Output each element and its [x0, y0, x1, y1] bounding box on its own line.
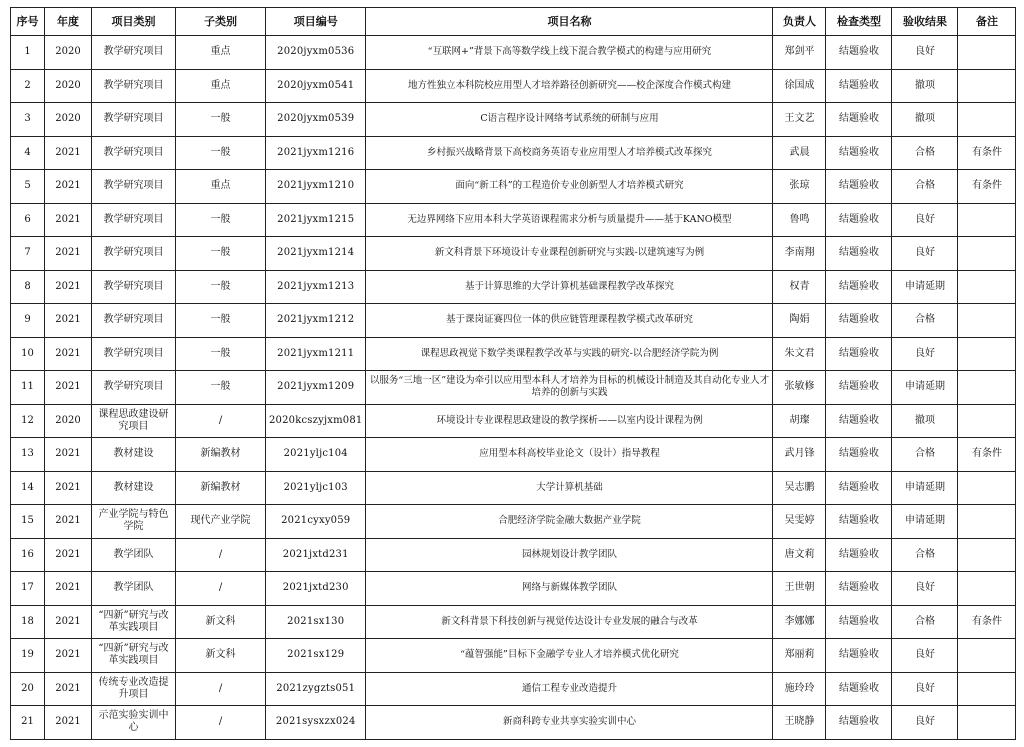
table-row [11, 170, 1016, 204]
cell-project-name: 合肥经济学院金融大数据产业学院 [366, 505, 773, 539]
cell-check-type: 结题验收 [826, 404, 892, 438]
cell-remark [958, 371, 1016, 405]
cell-subcategory: 重点 [176, 36, 266, 70]
cell-index: 10 [11, 337, 45, 371]
table-row [11, 371, 1016, 405]
cell-index: 3 [11, 103, 45, 137]
cell-category: 教学研究项目 [92, 103, 176, 137]
cell-subcategory: 重点 [176, 69, 266, 103]
header-category: 项目类别 [92, 8, 176, 36]
cell-project-code: 2021jxtd230 [266, 572, 366, 606]
header-result: 验收结果 [892, 8, 958, 36]
cell-check-type: 结题验收 [826, 639, 892, 673]
cell-project-name: 基于计算思维的大学计算机基础课程教学改革探究 [366, 270, 773, 304]
cell-remark [958, 36, 1016, 70]
cell-remark [958, 337, 1016, 371]
cell-index: 9 [11, 304, 45, 338]
header-year: 年度 [45, 8, 92, 36]
cell-subcategory: 一般 [176, 304, 266, 338]
cell-subcategory: 一般 [176, 203, 266, 237]
cell-index: 8 [11, 270, 45, 304]
cell-remark [958, 237, 1016, 271]
table-row [11, 471, 1016, 505]
cell-category: 教学研究项目 [92, 170, 176, 204]
cell-result: 良好 [892, 203, 958, 237]
cell-category: 教学团队 [92, 538, 176, 572]
cell-result: 合格 [892, 136, 958, 170]
table-row [11, 639, 1016, 673]
cell-remark [958, 572, 1016, 606]
cell-category: 教学研究项目 [92, 371, 176, 405]
cell-subcategory: 一般 [176, 237, 266, 271]
table-row [11, 672, 1016, 706]
cell-index: 5 [11, 170, 45, 204]
cell-category: 教学研究项目 [92, 203, 176, 237]
cell-category: 示范实验实训中心 [92, 706, 176, 740]
cell-check-type: 结题验收 [826, 36, 892, 70]
cell-index: 2 [11, 69, 45, 103]
cell-project-name: 无边界网络下应用本科大学英语课程需求分析与质量提升——基于KANO模型 [366, 203, 773, 237]
cell-year: 2021 [45, 337, 92, 371]
cell-subcategory: 重点 [176, 170, 266, 204]
cell-index: 18 [11, 605, 45, 639]
cell-year: 2021 [45, 438, 92, 472]
cell-index: 16 [11, 538, 45, 572]
header-index: 序号 [11, 8, 45, 36]
cell-category: “四新”研究与改革实践项目 [92, 605, 176, 639]
cell-leader: 郑剑平 [773, 36, 826, 70]
cell-check-type: 结题验收 [826, 605, 892, 639]
cell-remark [958, 471, 1016, 505]
cell-leader: 李南翔 [773, 237, 826, 271]
cell-year: 2021 [45, 136, 92, 170]
cell-result: 良好 [892, 706, 958, 740]
cell-leader: 李娜娜 [773, 605, 826, 639]
cell-project-code: 2020jyxm0541 [266, 69, 366, 103]
cell-check-type: 结题验收 [826, 237, 892, 271]
cell-category: “四新”研究与改革实践项目 [92, 639, 176, 673]
cell-leader: 王文艺 [773, 103, 826, 137]
table-body [11, 36, 1016, 740]
cell-remark: 有条件 [958, 605, 1016, 639]
cell-project-name: 课程思政视觉下数学类课程教学改革与实践的研究-以合肥经济学院为例 [366, 337, 773, 371]
cell-project-code: 2020jyxm0536 [266, 36, 366, 70]
cell-project-code: 2021sx130 [266, 605, 366, 639]
cell-category: 教学研究项目 [92, 69, 176, 103]
cell-index: 12 [11, 404, 45, 438]
cell-subcategory: / [176, 404, 266, 438]
cell-project-code: 2021sysxzx024 [266, 706, 366, 740]
cell-remark [958, 304, 1016, 338]
cell-category: 教学团队 [92, 572, 176, 606]
cell-result: 良好 [892, 237, 958, 271]
cell-year: 2021 [45, 538, 92, 572]
cell-leader: 王晓静 [773, 706, 826, 740]
header-project-code: 项目编号 [266, 8, 366, 36]
cell-subcategory: 一般 [176, 103, 266, 137]
cell-remark [958, 103, 1016, 137]
cell-leader: 张琼 [773, 170, 826, 204]
cell-leader: 施玲玲 [773, 672, 826, 706]
table-row [11, 203, 1016, 237]
cell-project-code: 2020kcszyjxm081 [266, 404, 366, 438]
cell-leader: 武月锋 [773, 438, 826, 472]
cell-category: 教学研究项目 [92, 304, 176, 338]
cell-project-name: 乡村振兴战略背景下高校商务英语专业应用型人才培养模式改革探究 [366, 136, 773, 170]
cell-year: 2021 [45, 505, 92, 539]
table-row [11, 438, 1016, 472]
cell-remark [958, 538, 1016, 572]
cell-result: 合格 [892, 304, 958, 338]
cell-remark [958, 706, 1016, 740]
cell-check-type: 结题验收 [826, 103, 892, 137]
cell-check-type: 结题验收 [826, 672, 892, 706]
cell-result: 良好 [892, 337, 958, 371]
cell-year: 2020 [45, 404, 92, 438]
cell-index: 21 [11, 706, 45, 740]
cell-index: 14 [11, 471, 45, 505]
cell-subcategory: 一般 [176, 337, 266, 371]
cell-year: 2021 [45, 371, 92, 405]
cell-project-name: 新文科背景下科技创新与视觉传达设计专业发展的融合与改革 [366, 605, 773, 639]
cell-remark [958, 505, 1016, 539]
cell-check-type: 结题验收 [826, 270, 892, 304]
cell-check-type: 结题验收 [826, 337, 892, 371]
cell-subcategory: 新编教材 [176, 471, 266, 505]
table-row [11, 404, 1016, 438]
cell-check-type: 结题验收 [826, 304, 892, 338]
cell-subcategory: / [176, 706, 266, 740]
cell-remark [958, 672, 1016, 706]
table-row [11, 103, 1016, 137]
cell-index: 11 [11, 371, 45, 405]
cell-leader: 吴志鹏 [773, 471, 826, 505]
cell-result: 合格 [892, 605, 958, 639]
header-row [11, 8, 1016, 36]
cell-result: 申请延期 [892, 471, 958, 505]
table-row [11, 706, 1016, 740]
cell-project-name: “蕴智强能”目标下金融学专业人才培养模式优化研究 [366, 639, 773, 673]
cell-result: 合格 [892, 170, 958, 204]
cell-leader: 权青 [773, 270, 826, 304]
table-row [11, 337, 1016, 371]
cell-project-name: “互联网+”背景下高等数学线上线下混合教学模式的构建与应用研究 [366, 36, 773, 70]
cell-leader: 吴雯婷 [773, 505, 826, 539]
cell-project-code: 2021jxtd231 [266, 538, 366, 572]
cell-year: 2020 [45, 103, 92, 137]
cell-category: 课程思政建设研究项目 [92, 404, 176, 438]
cell-leader: 唐文莉 [773, 538, 826, 572]
cell-check-type: 结题验收 [826, 505, 892, 539]
cell-leader: 鲁鸣 [773, 203, 826, 237]
cell-subcategory: 一般 [176, 136, 266, 170]
cell-year: 2020 [45, 36, 92, 70]
cell-remark [958, 639, 1016, 673]
cell-category: 传统专业改造提升项目 [92, 672, 176, 706]
cell-index: 15 [11, 505, 45, 539]
cell-project-code: 2021jyxm1214 [266, 237, 366, 271]
cell-result: 申请延期 [892, 270, 958, 304]
header-subcategory: 子类别 [176, 8, 266, 36]
cell-index: 1 [11, 36, 45, 70]
cell-project-code: 2021jyxm1215 [266, 203, 366, 237]
table-row [11, 270, 1016, 304]
table-header [11, 8, 1016, 36]
cell-result: 申请延期 [892, 371, 958, 405]
cell-category: 教学研究项目 [92, 136, 176, 170]
cell-category: 教材建设 [92, 471, 176, 505]
cell-year: 2021 [45, 572, 92, 606]
cell-category: 教学研究项目 [92, 36, 176, 70]
cell-leader: 朱文君 [773, 337, 826, 371]
cell-subcategory: 现代产业学院 [176, 505, 266, 539]
cell-result: 撤项 [892, 69, 958, 103]
cell-result: 合格 [892, 438, 958, 472]
cell-remark: 有条件 [958, 136, 1016, 170]
cell-index: 6 [11, 203, 45, 237]
cell-check-type: 结题验收 [826, 471, 892, 505]
cell-project-code: 2021cyxy059 [266, 505, 366, 539]
header-project-name: 项目名称 [366, 8, 773, 36]
cell-subcategory: / [176, 672, 266, 706]
cell-index: 17 [11, 572, 45, 606]
cell-check-type: 结题验收 [826, 371, 892, 405]
table-row [11, 304, 1016, 338]
cell-year: 2021 [45, 270, 92, 304]
cell-category: 教材建设 [92, 438, 176, 472]
cell-remark: 有条件 [958, 170, 1016, 204]
cell-category: 产业学院与特色学院 [92, 505, 176, 539]
cell-year: 2021 [45, 672, 92, 706]
cell-index: 13 [11, 438, 45, 472]
cell-index: 4 [11, 136, 45, 170]
cell-project-name: 环境设计专业课程思政建设的教学探析——以室内设计课程为例 [366, 404, 773, 438]
cell-result: 良好 [892, 672, 958, 706]
cell-project-name: 基于课岗证赛四位一体的供应链管理课程教学模式改革研究 [366, 304, 773, 338]
cell-result: 良好 [892, 36, 958, 70]
cell-project-name: 面向“新工科”的工程造价专业创新型人才培养模式研究 [366, 170, 773, 204]
cell-project-name: 新文科背景下环境设计专业课程创新研究与实践-以建筑速写为例 [366, 237, 773, 271]
header-check-type: 检查类型 [826, 8, 892, 36]
cell-subcategory: 新文科 [176, 639, 266, 673]
table-row [11, 69, 1016, 103]
table-row [11, 136, 1016, 170]
cell-year: 2021 [45, 639, 92, 673]
cell-remark: 有条件 [958, 438, 1016, 472]
cell-project-name: 大学计算机基础 [366, 471, 773, 505]
cell-check-type: 结题验收 [826, 136, 892, 170]
cell-leader: 胡璨 [773, 404, 826, 438]
cell-check-type: 结题验收 [826, 706, 892, 740]
cell-leader: 武晨 [773, 136, 826, 170]
table-row [11, 605, 1016, 639]
cell-year: 2021 [45, 706, 92, 740]
cell-check-type: 结题验收 [826, 69, 892, 103]
cell-project-name: 网络与新媒体教学团队 [366, 572, 773, 606]
cell-remark [958, 203, 1016, 237]
cell-project-code: 2021zygzts051 [266, 672, 366, 706]
cell-project-name: 园林规划设计教学团队 [366, 538, 773, 572]
cell-subcategory: 一般 [176, 371, 266, 405]
cell-year: 2021 [45, 471, 92, 505]
cell-remark [958, 404, 1016, 438]
cell-remark [958, 69, 1016, 103]
cell-result: 良好 [892, 572, 958, 606]
cell-category: 教学研究项目 [92, 270, 176, 304]
cell-project-name: 以服务“三地一区”建设为牵引以应用型本科人才培养为目标的机械设计制造及其自动化专业人才培养的创新与实践 [366, 371, 773, 405]
cell-check-type: 结题验收 [826, 170, 892, 204]
cell-leader: 郑丽莉 [773, 639, 826, 673]
cell-leader: 王世朝 [773, 572, 826, 606]
table-row [11, 237, 1016, 271]
cell-subcategory: / [176, 572, 266, 606]
cell-category: 教学研究项目 [92, 237, 176, 271]
cell-project-name: 地方性独立本科院校应用型人才培养路径创新研究——校企深度合作模式构建 [366, 69, 773, 103]
cell-year: 2021 [45, 237, 92, 271]
cell-project-code: 2021jyxm1216 [266, 136, 366, 170]
cell-result: 申请延期 [892, 505, 958, 539]
table-row [11, 36, 1016, 70]
cell-project-name: 通信工程专业改造提升 [366, 672, 773, 706]
cell-subcategory: / [176, 538, 266, 572]
cell-check-type: 结题验收 [826, 572, 892, 606]
cell-year: 2021 [45, 170, 92, 204]
cell-year: 2020 [45, 69, 92, 103]
cell-category: 教学研究项目 [92, 337, 176, 371]
cell-project-name: C语言程序设计网络考试系统的研制与应用 [366, 103, 773, 137]
cell-leader: 张敏修 [773, 371, 826, 405]
project-acceptance-table [10, 7, 1016, 740]
cell-project-name: 应用型本科高校毕业论文（设计）指导教程 [366, 438, 773, 472]
cell-index: 20 [11, 672, 45, 706]
cell-remark [958, 270, 1016, 304]
table-row [11, 505, 1016, 539]
cell-year: 2021 [45, 304, 92, 338]
cell-project-code: 2021yljc104 [266, 438, 366, 472]
cell-project-code: 2021jyxm1213 [266, 270, 366, 304]
header-leader: 负责人 [773, 8, 826, 36]
cell-result: 良好 [892, 639, 958, 673]
cell-project-code: 2021sx129 [266, 639, 366, 673]
header-remark: 备注 [958, 8, 1016, 36]
cell-project-code: 2021yljc103 [266, 471, 366, 505]
cell-subcategory: 新文科 [176, 605, 266, 639]
cell-project-code: 2020jyxm0539 [266, 103, 366, 137]
cell-check-type: 结题验收 [826, 203, 892, 237]
cell-year: 2021 [45, 203, 92, 237]
cell-project-code: 2021jyxm1209 [266, 371, 366, 405]
cell-subcategory: 新编教材 [176, 438, 266, 472]
table-row [11, 538, 1016, 572]
cell-result: 合格 [892, 538, 958, 572]
cell-check-type: 结题验收 [826, 438, 892, 472]
cell-subcategory: 一般 [176, 270, 266, 304]
cell-leader: 陶娟 [773, 304, 826, 338]
cell-result: 撤项 [892, 404, 958, 438]
cell-project-code: 2021jyxm1212 [266, 304, 366, 338]
table-row [11, 572, 1016, 606]
cell-result: 撤项 [892, 103, 958, 137]
cell-check-type: 结题验收 [826, 538, 892, 572]
cell-project-code: 2021jyxm1210 [266, 170, 366, 204]
cell-project-name: 新商科跨专业共享实验实训中心 [366, 706, 773, 740]
cell-index: 19 [11, 639, 45, 673]
cell-leader: 徐国成 [773, 69, 826, 103]
cell-year: 2021 [45, 605, 92, 639]
cell-index: 7 [11, 237, 45, 271]
cell-project-code: 2021jyxm1211 [266, 337, 366, 371]
